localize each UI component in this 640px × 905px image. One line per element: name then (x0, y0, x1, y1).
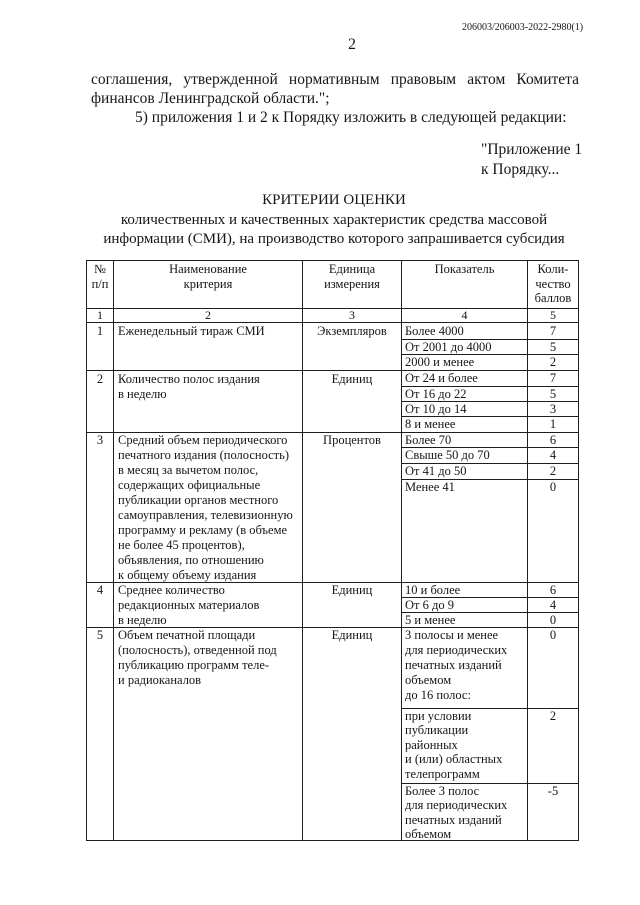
criterion-text-line: и радиоканалов (118, 673, 202, 687)
criteria-table (86, 260, 579, 841)
indicator-text-line: От 6 до 9 (405, 598, 454, 612)
appendix-reference: к Порядку... (481, 161, 560, 178)
indicator-cell (402, 709, 528, 784)
unit-cell: Единиц (303, 371, 402, 433)
indicator-text-line: Более 70 (405, 433, 452, 447)
header-cell-score (528, 261, 579, 309)
indicator-text-line: От 41 до 50 (405, 464, 467, 478)
header-text-line: Наименование (169, 262, 247, 276)
indicator-text-line: для периодических (405, 798, 508, 813)
score-cell: 6 (528, 433, 579, 448)
header-text-line: № (94, 262, 106, 276)
indicator-cell (402, 340, 528, 355)
header-cell-indicator (402, 261, 528, 309)
criterion-cell (114, 323, 303, 371)
score-cell: -5 (528, 784, 579, 841)
criterion-text-line: в неделю (118, 613, 167, 627)
indicator-cell (402, 583, 528, 598)
criterion-cell (114, 371, 303, 433)
score-cell: 5 (528, 340, 579, 355)
criterion-text-line: (полосность), отведенной под (118, 643, 277, 657)
document-registration-code: 206003/206003-2022-2980(1) (462, 22, 584, 33)
score-cell: 6 (528, 583, 579, 598)
document-title: КРИТЕРИИ ОЦЕНКИ (262, 192, 406, 208)
header-cell-criterion (114, 261, 303, 309)
criterion-text-line: Средний объем периодического (118, 433, 288, 447)
indicator-cell (402, 480, 528, 583)
indicator-text-line: Более 4000 (405, 324, 464, 338)
criterion-text-line: содержащих официальные (118, 478, 261, 492)
score-cell: 0 (528, 613, 579, 628)
header-text-line: Единица (328, 262, 376, 276)
score-cell: 0 (528, 480, 579, 583)
column-number-cell: 5 (528, 309, 579, 323)
indicator-cell (402, 433, 528, 448)
appendix-reference: "Приложение 1 (481, 141, 583, 158)
indicator-text-line: 8 и менее (405, 417, 456, 431)
criterion-text-line: Объем печатной площади (118, 628, 256, 642)
criterion-cell (114, 628, 303, 841)
column-number-cell: 3 (303, 309, 402, 323)
indicator-cell (402, 402, 528, 417)
criterion-text-line: Количество полос издания (118, 372, 260, 386)
header-text-line: Показатель (434, 262, 495, 276)
unit-cell: Единиц (303, 583, 402, 628)
criterion-text-line: к общему объему издания (118, 568, 257, 582)
indicator-text-line: 2000 и менее (405, 355, 475, 369)
indicator-text-line: Менее 41 (405, 480, 455, 494)
indicator-text-line: Более 3 полос (405, 784, 480, 798)
indicator-cell (402, 613, 528, 628)
unit-cell: Процентов (303, 433, 402, 583)
score-cell: 2 (528, 464, 579, 480)
indicator-cell (402, 598, 528, 613)
page-number: 2 (348, 36, 356, 53)
header-text-line: баллов (534, 291, 572, 305)
indicator-text-line: публикации (405, 723, 469, 738)
header-cell-number (87, 261, 114, 309)
header-text-line: измерения (324, 276, 380, 291)
indicator-text-line: объемом (405, 673, 452, 687)
indicator-text-line: От 2001 до 4000 (405, 340, 492, 354)
indicator-text-line: для периодических (405, 643, 508, 657)
row-number-cell: 3 (87, 433, 114, 583)
amendment-item: 5) приложения 1 и 2 к Порядку изложить в следующей редакции: (135, 109, 567, 126)
score-cell: 7 (528, 323, 579, 340)
score-cell: 0 (528, 628, 579, 709)
criterion-text-line: программу и рекламу (в объеме (118, 523, 288, 537)
score-cell: 7 (528, 371, 579, 387)
indicator-cell (402, 448, 528, 464)
indicator-text-line: объемом (405, 827, 452, 842)
criterion-text-line: печатного издания (полосность) (118, 448, 290, 462)
row-number-cell: 1 (87, 323, 114, 371)
indicator-cell (402, 371, 528, 387)
indicator-text-line: и (или) областных (405, 752, 503, 767)
score-cell: 5 (528, 387, 579, 402)
indicator-text-line: печатных изданий (405, 812, 502, 827)
indicator-text-line: телепрограмм (405, 766, 480, 781)
indicator-text-line: 5 и менее (405, 613, 456, 627)
criterion-text-line: Еженедельный тираж СМИ (118, 324, 265, 338)
header-text-line: чество (535, 276, 571, 291)
indicator-text-line: 3 полосы и менее (405, 628, 499, 642)
column-number-cell: 2 (114, 309, 303, 323)
criterion-text-line: публикацию программ теле- (118, 658, 270, 672)
score-cell: 4 (528, 598, 579, 613)
criterion-text-line: Среднее количество (118, 583, 225, 597)
row-number-cell: 2 (87, 371, 114, 433)
header-text-line: критерия (183, 276, 233, 291)
header-text-line: п/п (91, 276, 109, 291)
indicator-cell (402, 784, 528, 841)
score-cell: 3 (528, 402, 579, 417)
indicator-text-line: 10 и более (405, 583, 461, 597)
score-cell: 2 (528, 355, 579, 371)
indicator-text-line: От 24 и более (405, 371, 478, 385)
header-cell-unit (303, 261, 402, 309)
criterion-text-line: самоуправления, телевизионную (118, 508, 293, 522)
indicator-text-line: печатных изданий (405, 658, 502, 672)
header-text-line: Коли- (537, 262, 569, 276)
indicator-cell (402, 355, 528, 371)
criterion-cell (114, 583, 303, 628)
criterion-text-line: в месяц за вычетом полос, (118, 463, 259, 477)
criterion-text-line: редакционных материалов (118, 598, 260, 612)
paragraph-line: соглашения, утвержденной нормативным правовым актом Комитета (91, 71, 579, 88)
indicator-text-line: при условии (405, 709, 472, 723)
criterion-cell (114, 433, 303, 583)
document-subtitle-line: количественных и качественных характеристик средства массовой (120, 212, 548, 228)
indicator-cell (402, 387, 528, 402)
row-number-cell: 5 (87, 628, 114, 841)
indicator-text-line: районных (405, 737, 458, 752)
indicator-text-line: до 16 полос: (405, 688, 471, 702)
criterion-text-line: в неделю (118, 387, 167, 401)
document-subtitle-line: информации (СМИ), на производство которого запрашивается субсидия (103, 231, 565, 247)
indicator-text-line: От 16 до 22 (405, 387, 467, 401)
row-number-cell: 4 (87, 583, 114, 628)
criterion-text-line: публикации органов местного (118, 493, 279, 507)
unit-cell: Экземпляров (303, 323, 402, 371)
indicator-cell (402, 464, 528, 480)
indicator-text-line: Свыше 50 до 70 (405, 448, 490, 462)
column-number-cell: 1 (87, 309, 114, 323)
score-cell: 4 (528, 448, 579, 464)
indicator-cell (402, 628, 528, 709)
column-number-cell: 4 (402, 309, 528, 323)
unit-cell: Единиц (303, 628, 402, 841)
indicator-cell (402, 323, 528, 340)
score-cell: 1 (528, 417, 579, 433)
criterion-text-line: не более 45 процентов), (118, 538, 245, 552)
criterion-text-line: объявления, по отношению (118, 553, 264, 567)
score-cell: 2 (528, 709, 579, 784)
indicator-text-line: От 10 до 14 (405, 402, 467, 416)
indicator-cell (402, 417, 528, 433)
paragraph-line: финансов Ленинградской области."; (91, 90, 330, 107)
